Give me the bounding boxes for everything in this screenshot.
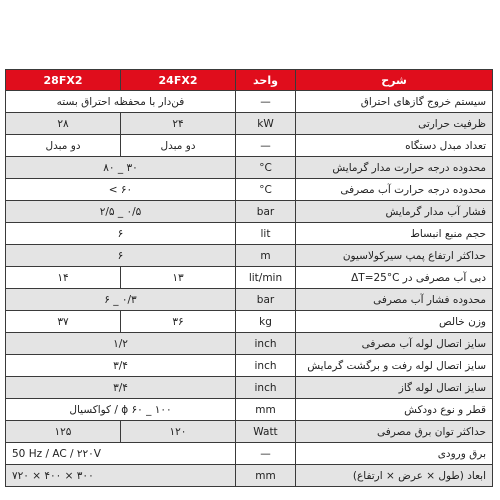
unit-cell: kW (236, 113, 296, 135)
value-28fx2-cell: ۱۲۵ (6, 421, 121, 443)
merged-value-cell: ۰/۵ _ ۲/۵ (6, 201, 236, 223)
unit-cell: Watt (236, 421, 296, 443)
value-28fx2-cell: ۲۸ (6, 113, 121, 135)
table-row (6, 245, 493, 267)
description-cell: دبی آب مصرفی در ΔT=25°C (296, 267, 493, 289)
description-cell: قطر و نوع دودکش (296, 399, 493, 421)
table-row (6, 311, 493, 333)
value-28fx2-cell: دو مبدل (6, 135, 121, 157)
description-cell: سیستم خروج گازهای احتراق (296, 91, 493, 113)
unit-cell: lit/min (236, 267, 296, 289)
description-cell: سایز اتصال لوله رفت و برگشت گرمایش (296, 355, 493, 377)
merged-value-cell: ۱/۲ (6, 333, 236, 355)
table-row (6, 465, 493, 487)
table-row (6, 179, 493, 201)
table-row (6, 267, 493, 289)
description-cell: فشار آب مدار گرمایش (296, 201, 493, 223)
header-model-24: 24FX2 (121, 70, 236, 91)
merged-value-cell: ۳/۴ (6, 355, 236, 377)
table-row (6, 201, 493, 223)
unit-cell: inch (236, 355, 296, 377)
description-cell: محدوده فشار آب مصرفی (296, 289, 493, 311)
merged-value-cell: ۳۰ _ ۸۰ (6, 157, 236, 179)
table-row (6, 135, 493, 157)
merged-value-cell: ۶۰ > (6, 179, 236, 201)
description-cell: تعداد مبدل دستگاه (296, 135, 493, 157)
unit-cell: — (236, 91, 296, 113)
table-row (6, 399, 493, 421)
unit-cell: °C (236, 157, 296, 179)
merged-value-cell: ۶ (6, 245, 236, 267)
merged-value-cell: ۰/۳ _ ۶ (6, 289, 236, 311)
unit-cell: bar (236, 289, 296, 311)
description-cell: حداکثر ارتفاع پمپ سیرکولاسیون (296, 245, 493, 267)
merged-value-cell: ɸ ۶۰ _ ۱۰۰ / کواکسیال (6, 399, 236, 421)
table-row (6, 91, 493, 113)
merged-value-cell: 50 Hz / AC / ۲۲۰V (6, 443, 236, 465)
value-24fx2-cell: دو مبدل (121, 135, 236, 157)
unit-cell: m (236, 245, 296, 267)
unit-cell: inch (236, 333, 296, 355)
table-row (6, 421, 493, 443)
unit-cell: bar (236, 201, 296, 223)
description-cell: سایز اتصال لوله آب مصرفی (296, 333, 493, 355)
value-24fx2-cell: ۱۲۰ (121, 421, 236, 443)
merged-value-cell: ۷۲۰ × ۴۰۰ × ۳۰۰ (6, 465, 236, 487)
table-row (6, 113, 493, 135)
description-cell: سایز اتصال لوله گاز (296, 377, 493, 399)
description-cell: ظرفیت حرارتی (296, 113, 493, 135)
table-row (6, 443, 493, 465)
unit-cell: lit (236, 223, 296, 245)
header-model-28: 28FX2 (6, 70, 121, 91)
table-row (6, 377, 493, 399)
merged-value-cell: ۳/۴ (6, 377, 236, 399)
description-cell: حجم منبع انبساط (296, 223, 493, 245)
spec-table (5, 69, 493, 487)
header-unit: واحد (236, 70, 296, 91)
description-cell: ابعاد (طول × عرض × ارتفاع) (296, 465, 493, 487)
unit-cell: — (236, 135, 296, 157)
table-header (6, 70, 493, 91)
unit-cell: mm (236, 399, 296, 421)
table-body (6, 91, 493, 487)
unit-cell: °C (236, 179, 296, 201)
value-24fx2-cell: ۳۶ (121, 311, 236, 333)
value-24fx2-cell: ۱۳ (121, 267, 236, 289)
description-cell: وزن خالص (296, 311, 493, 333)
description-cell: محدوده درجه حرارت آب مصرفی (296, 179, 493, 201)
merged-value-cell: ۶ (6, 223, 236, 245)
table-row (6, 355, 493, 377)
description-cell: محدوده درجه حرارت مدار گرمایش (296, 157, 493, 179)
table-row (6, 333, 493, 355)
table-row (6, 289, 493, 311)
description-cell: برق ورودی (296, 443, 493, 465)
unit-cell: kg (236, 311, 296, 333)
value-28fx2-cell: ۳۷ (6, 311, 121, 333)
header-description: شرح (296, 70, 493, 91)
table-row (6, 223, 493, 245)
value-24fx2-cell: ۲۴ (121, 113, 236, 135)
unit-cell: — (236, 443, 296, 465)
value-28fx2-cell: ۱۴ (6, 267, 121, 289)
unit-cell: mm (236, 465, 296, 487)
description-cell: حداکثر توان برق مصرفی (296, 421, 493, 443)
table-row (6, 157, 493, 179)
merged-value-cell: فن‌دار با محفظه احتراق بسته (6, 91, 236, 113)
unit-cell: inch (236, 377, 296, 399)
